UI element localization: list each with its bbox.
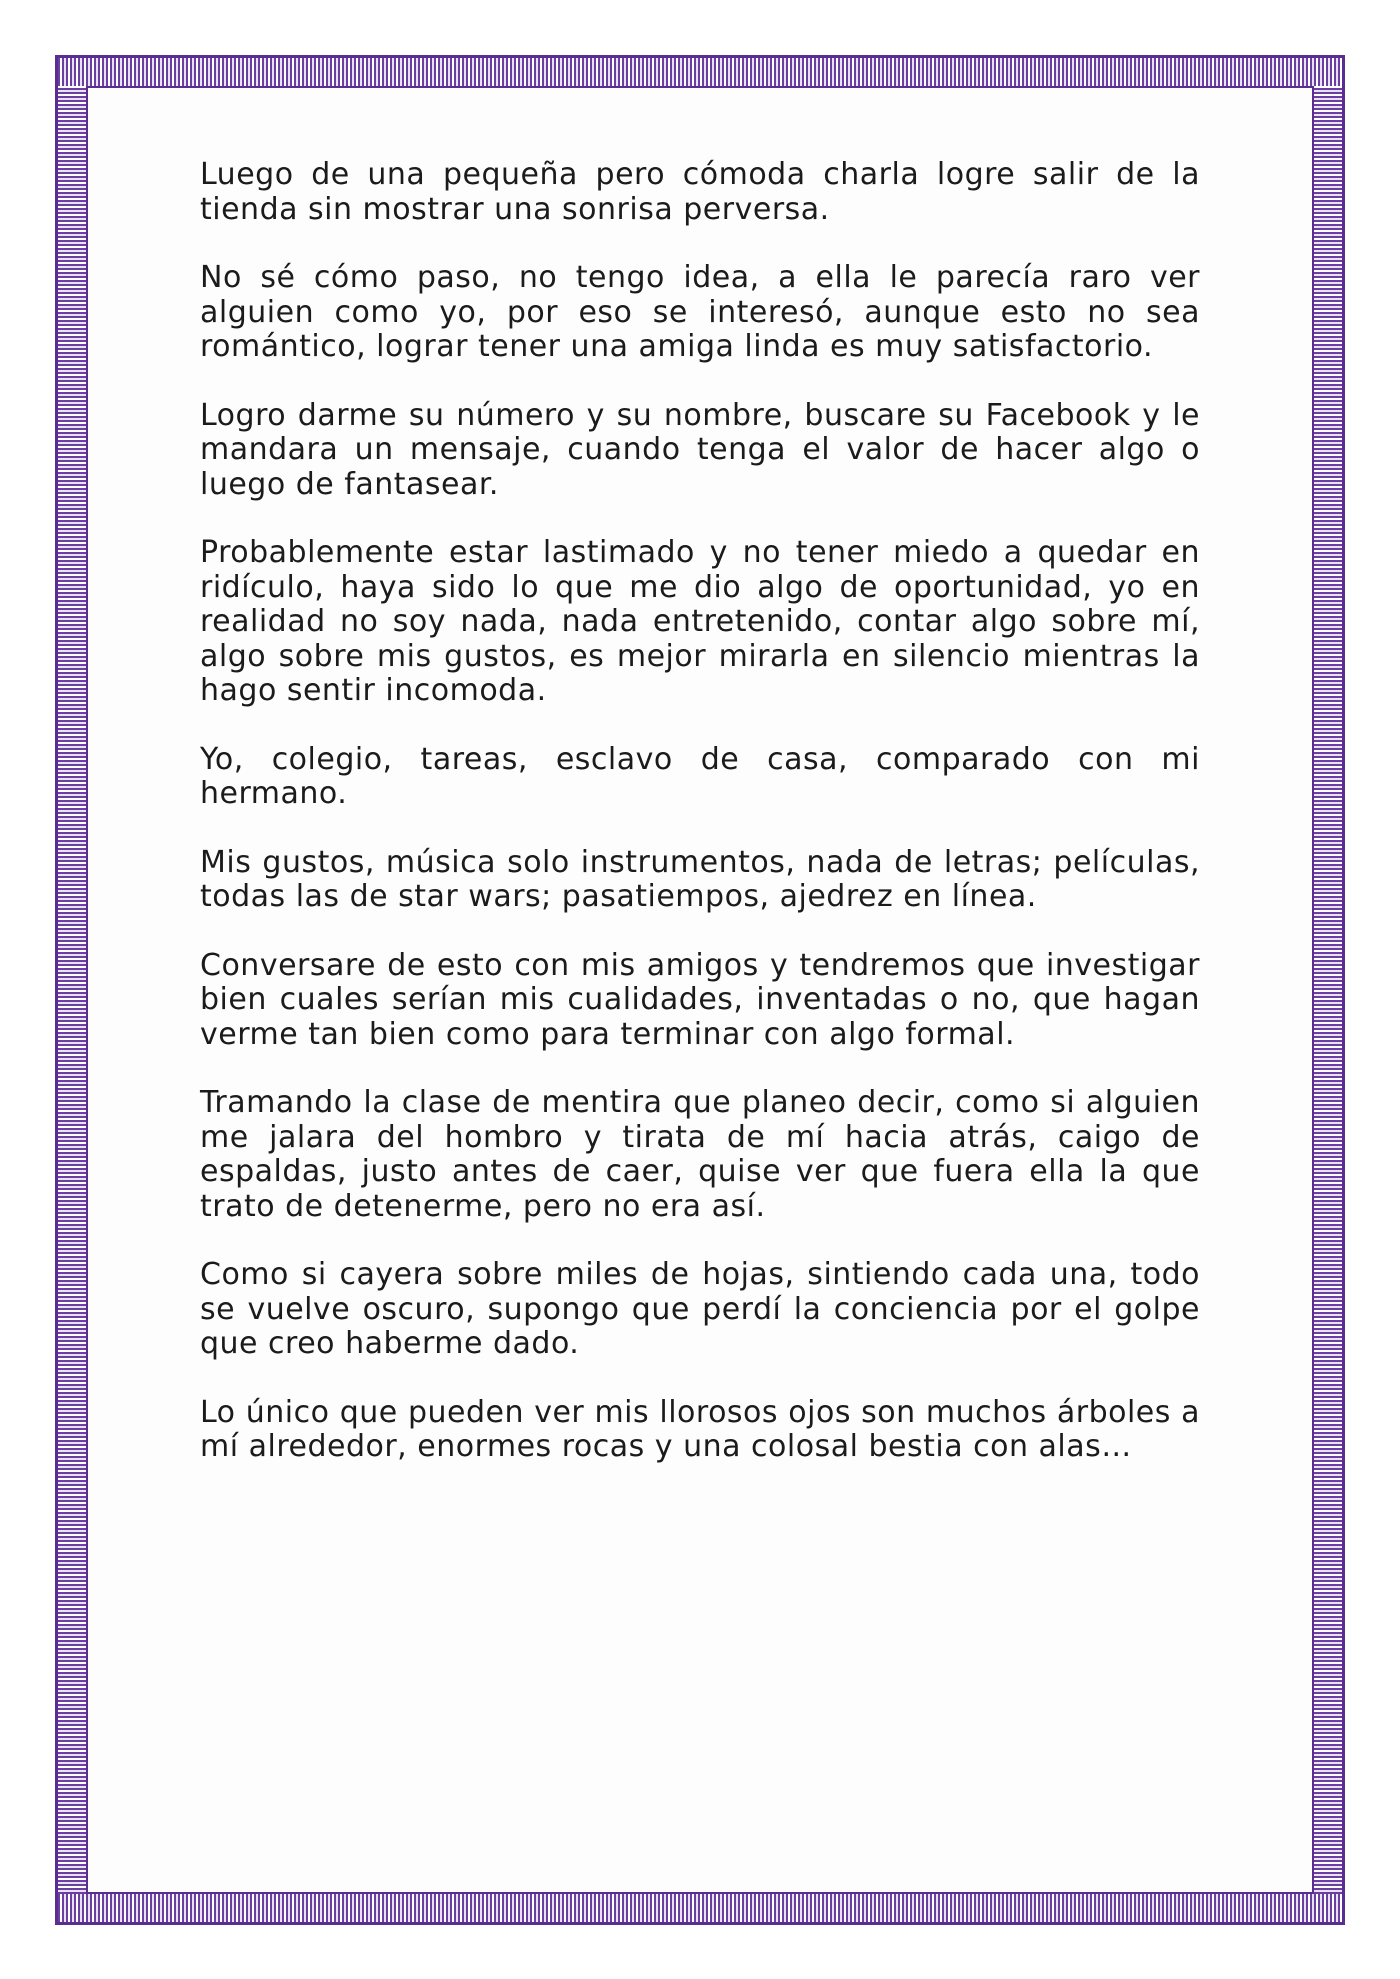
paragraph-2: No sé cómo paso, no tengo idea, a ella le parecía raro ver alguien como yo, por eso se interesó, aunque esto no sea romántico, lograr tener una amiga linda es muy satisfactorio. [200,260,1200,364]
paragraph-6: Mis gustos, música solo instrumentos, nada de letras; películas, todas las de star wars; pasatiempos, ajedrez en línea. [200,844,1200,914]
paragraph-5: Yo, colegio, tareas, esclavo de casa, comparado con mi hermano. [200,741,1200,811]
paragraph-8: Tramando la clase de mentira que planeo decir, como si alguien me jalara del hombro y tirata de mí hacia atrás, caigo de espaldas, justo antes de caer, quise ver que fuera ella la que trato de detenerme, pero no era así. [200,1085,1200,1224]
paragraph-3: Logro darme su número y su nombre, buscare su Facebook y le mandara un mensaje, cuando tenga el valor de hacer algo o luego de fantasear. [200,397,1200,502]
paragraph-4: Probablemente estar lastimado y no tener miedo a quedar en ridículo, haya sido lo que me dio algo de oportunidad, yo en realidad no soy nada, nada entretenido, contar algo sobre mí, algo sobre mis gustos, es mejor mirarla en silencio mientras la hago sentir incomoda. [200,535,1200,708]
paragraph-9: Como si cayera sobre miles de hojas, sintiendo cada una, todo se vuelve oscuro, supongo que perdí la conciencia por el golpe que creo haberme dado. [200,1257,1200,1361]
paragraph-1: Luego de una pequeña pero cómoda charla logre salir de la tienda sin mostrar una sonrisa perversa. [200,157,1200,227]
paragraph-7: Conversare de esto con mis amigos y tendremos que investigar bien cuales serían mis cualidades, inventadas o no, que hagan verme tan bien como para terminar con algo formal. [200,947,1200,1052]
paragraph-10: Lo único que pueden ver mis llorosos ojos son muchos árboles a mí alrededor, enormes rocas y una colosal bestia con alas… [200,1394,1200,1464]
story-text-body [200,158,1200,1499]
